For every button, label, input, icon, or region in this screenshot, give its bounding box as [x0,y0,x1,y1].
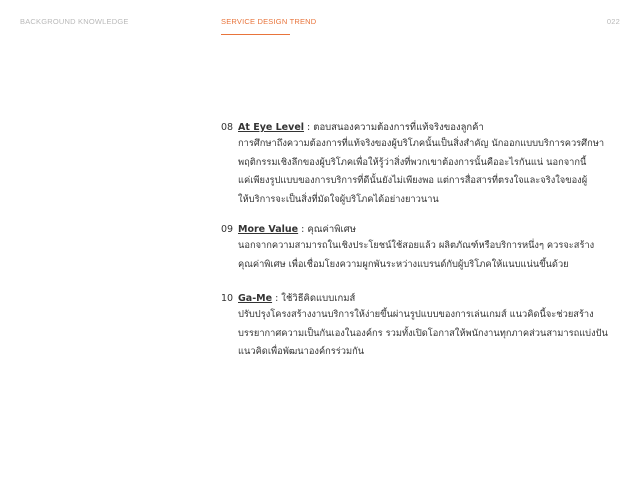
item-subtitle: : ตอบสนองความต้องการที่แท้จริงของลูกค้า [304,122,484,133]
body-line: แนวคิดเพื่อพัฒนาองค์กรร่วมกัน [238,346,365,358]
trend-item-10 [221,292,617,362]
item-number: 09 [221,224,234,235]
item-heading [221,292,617,306]
item-number: 08 [221,122,234,133]
item-subtitle: : คุณค่าพิเศษ [298,224,357,235]
item-number: 10 [221,293,234,304]
item-title: More Value [238,224,299,235]
body-line: การศึกษาถึงความต้องการที่แท้จริงของผู้บริโภคนั้นเป็นสิ่งสำคัญ นักออกแบบบริการควรศึกษา [238,138,605,149]
body-line: พฤติกรรมเชิงลึกของผู้บริโภคเพื่อให้รู้ว่าสิ่งที่พวกเขาต้องการนั้นคืออะไรกันแน่ นอกจากนี้ [238,156,587,168]
section-label: BACKGROUND KNOWLEDGE [20,17,129,26]
trend-item-09 [221,223,617,274]
body-line: คุณค่าพิเศษ เพื่อเชื่อมโยงความผูกพันระหว่างแบรนด์กับผู้บริโภคให้แนบแน่นขึ้นด้วย [238,258,569,270]
body-line: ให้บริการจะเป็นสิ่งที่มัดใจผู้บริโภคได้อย่างยาวนาน [238,193,439,205]
body-line: นอกจากความสามารถในเชิงประโยชน์ใช้สอยแล้ว ผลิตภัณฑ์หรือบริการหนึ่งๆ ควรจะสร้าง [238,240,595,251]
body-line: แค่เพียงรูปแบบของการบริการที่ดีนั้นยังไม่เพียงพอ แต่การสื่อสารที่ตรงใจและจริงใจของผู้ [238,175,588,187]
item-body [238,306,617,362]
item-title: At Eye Level [238,122,305,133]
body-line: บรรยากาศความเป็นกันเองในองค์กร รวมทั้งเปิดโอกาสให้พนักงานทุกภาคส่วนสามารถแบ่งปัน [238,327,608,339]
body-line: ปรับปรุงโครงสร้างงานบริการให้ง่ายขึ้นผ่านรูปแบบของการเล่นเกมส์ แนวคิดนี้จะช่วยสร้าง [238,309,594,320]
accent-underline [221,34,290,35]
item-body [238,237,617,274]
item-title: Ga-Me [238,293,273,304]
item-body [238,135,617,209]
chapter-label: SERVICE DESIGN TREND [221,17,317,26]
page-number: 022 [606,17,620,26]
trend-item-08 [221,121,617,209]
item-heading [221,121,617,135]
item-heading [221,223,617,237]
item-subtitle: : ใช้วิธีคิดแบบเกมส์ [272,293,356,304]
